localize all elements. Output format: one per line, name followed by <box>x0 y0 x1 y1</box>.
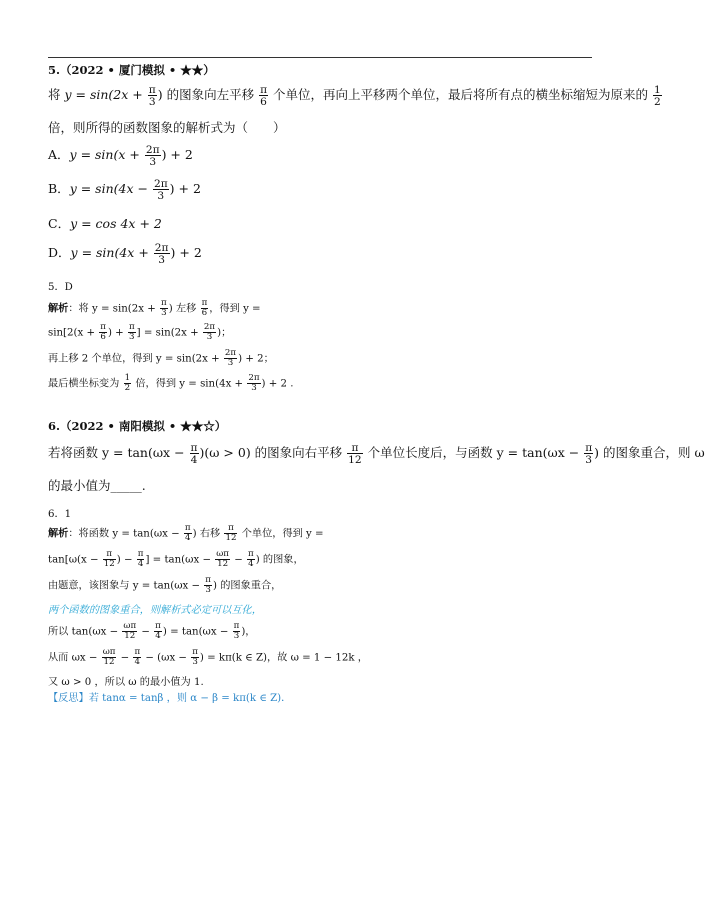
fraction <box>184 524 192 543</box>
option-c: C．y = cos 4x + 2 <box>48 216 162 231</box>
fraction-numerator: π <box>205 575 211 585</box>
answer-5-line-4: 最后横坐标变为 $\frac{1}{2}$ 倍，得到 y = sin(4x + $\frac{2\pi}{3}$ ) + 2 . <box>48 373 294 394</box>
fraction-numerator: π <box>224 524 237 534</box>
fraction <box>190 442 199 465</box>
fraction-denominator: 2 <box>654 95 661 109</box>
fraction <box>215 550 230 569</box>
fraction <box>247 550 255 569</box>
fraction-numerator: 1 <box>124 373 131 383</box>
fraction-numerator: 2π <box>248 373 260 383</box>
answer-6-number: 6．1 <box>48 509 72 520</box>
fraction <box>122 622 137 641</box>
answer-5-line-3: 再上移 2 个单位，得到 y = sin(2x + $\frac{2\pi}{3}$ ) + 2； <box>48 348 274 369</box>
fraction-numerator: π <box>190 441 198 454</box>
fraction <box>584 442 593 465</box>
fraction-numerator: π <box>100 322 106 332</box>
fraction-denominator: 3 <box>129 332 135 343</box>
fraction-denominator: 6 <box>260 95 267 109</box>
fraction-numerator: π <box>248 549 254 559</box>
fraction <box>128 323 136 342</box>
question-5-stem-line-1: 将 y = sin(2x + $\frac{\pi}{3}$ ) 的图象向左平移 $\frac{\pi}{6}$ 个单位，再向上平移两个单位，最后将所有点的横坐标缩短为原来的 $\frac{1}{2}$ <box>48 83 661 109</box>
fraction <box>154 622 162 641</box>
fraction-denominator: 3 <box>233 631 240 642</box>
fraction-numerator: π <box>155 621 161 631</box>
fraction-denominator: 12 <box>225 533 237 544</box>
fraction-numerator: 2π <box>203 322 216 332</box>
fraction-denominator: 4 <box>137 559 144 570</box>
fraction-numerator: 2π <box>154 241 169 254</box>
fraction-denominator: 3 <box>161 308 167 319</box>
fraction <box>259 84 268 107</box>
question-6-stem-line-2: 的最小值为_____. <box>48 478 146 493</box>
fraction <box>145 144 161 167</box>
fraction-denominator: 12 <box>348 453 362 467</box>
fraction-numerator: ωπ <box>123 621 137 631</box>
fraction-denominator: 3 <box>585 453 593 467</box>
fraction-denominator: 2 <box>124 383 131 394</box>
fraction <box>160 299 168 318</box>
answer-6-line-5: 所以 tan(ωx − $\frac{\omega\pi}{12}$ − $\frac{\pi}{4}$ ) = tan(ωx − $\frac{\pi}{3}$ )， <box>48 621 256 642</box>
fraction-numerator: π <box>103 550 116 560</box>
fraction <box>653 84 662 107</box>
fraction-numerator: π <box>192 647 198 657</box>
fraction-denominator: 12 <box>217 559 229 570</box>
fraction <box>247 374 260 393</box>
fraction-denominator: 12 <box>103 657 115 668</box>
fraction <box>224 349 237 368</box>
fraction-denominator: 4 <box>185 533 191 544</box>
fraction-numerator: ωπ <box>216 549 229 559</box>
fraction-denominator: 6 <box>100 332 106 343</box>
fraction <box>124 374 132 393</box>
fraction-numerator: 2π <box>224 348 237 358</box>
answer-6-line-1: 解析：将函数 y = tan(ωx − $\frac{\pi}{4}$ ) 右移 $\frac{\pi}{12}$ 个单位，得到 y = <box>48 523 324 544</box>
fraction-denominator: 4 <box>155 631 161 642</box>
fraction-numerator: π <box>134 647 141 657</box>
fraction-denominator: 4 <box>190 453 198 467</box>
fraction-denominator: 3 <box>157 189 165 203</box>
answer-5-number: 5．D <box>48 282 73 293</box>
fraction <box>203 323 216 342</box>
fraction <box>201 299 209 318</box>
fraction <box>103 550 116 569</box>
fraction-denominator: 3 <box>205 585 211 596</box>
fraction <box>191 648 199 667</box>
fraction-denominator: 4 <box>134 657 141 668</box>
fraction <box>148 84 157 107</box>
fraction <box>224 524 237 543</box>
fraction-numerator: 1 <box>654 83 661 96</box>
fraction-numerator: π <box>161 298 167 308</box>
fraction-denominator: 3 <box>148 95 156 109</box>
fraction-numerator: ωπ <box>102 647 116 657</box>
answer-6-line-6: 从而 ωx − $\frac{\omega\pi}{12}$ − $\frac{\pi}{4}$ − (ωx − $\frac{\pi}{3}$ ) = kπ(k ∈ Z)，故 ω = 1 − 12k ， <box>48 647 368 668</box>
fraction <box>137 550 145 569</box>
option-a: A．y = sin(x + $\frac{2\pi}{3}$ ) + 2 <box>48 143 193 169</box>
fraction-numerator: π <box>148 83 156 96</box>
fraction <box>153 178 169 201</box>
fraction-numerator: π <box>233 621 240 631</box>
fraction-denominator: 3 <box>149 155 157 169</box>
fraction-numerator: π <box>585 441 593 454</box>
answer-6-note: 两个函数的图象重合，则解析式必定可以互化， <box>48 605 262 616</box>
question-5-stem-line-2: 倍，则所得的函数图象的解析式为（ ） <box>48 120 286 135</box>
fraction-numerator: π <box>201 298 208 308</box>
fraction-numerator: π <box>184 523 191 533</box>
answer-6-reflection: 【反思】若 tanα = tanβ ，则 α − β = kπ(k ∈ Z)． <box>48 693 292 704</box>
fraction-numerator: π <box>347 442 363 454</box>
fraction-denominator: 3 <box>251 383 257 394</box>
fraction-denominator: 3 <box>158 253 166 267</box>
fraction-denominator: 12 <box>124 631 136 642</box>
answer-6-line-3: 由题意，该图象与 y = tan(ωx − $\frac{\pi}{3}$ ) 的图象重合， <box>48 575 282 596</box>
fraction <box>154 242 170 265</box>
fraction-numerator: 2π <box>153 177 168 190</box>
fraction <box>99 323 107 342</box>
fraction-numerator: π <box>137 549 144 559</box>
option-d: D．y = sin(4x + $\frac{2\pi}{3}$ ) + 2 <box>48 241 202 267</box>
fraction-denominator: 6 <box>201 308 208 319</box>
answer-5-line-2: sin[2(x + $\frac{\pi}{6}$ ) + $\frac{\pi}{3}$ ] = sin(2x + $\frac{2\pi}{3}$ )； <box>48 322 232 343</box>
option-b: B．y = sin(4x − $\frac{2\pi}{3}$ ) + 2 <box>48 177 201 203</box>
fraction-numerator: π <box>128 322 135 332</box>
answer-6-line-2: tan[ω(x − $\frac{\pi}{12}$ ) − $\frac{\pi}{4}$ ] = tan(ωx − $\frac{\omega\pi}{12}$ − $\frac{\pi}{4}$ ) 的图象， <box>48 549 304 570</box>
question-5-header: 5.（2022 • 厦门模拟 • ★★） <box>48 63 215 77</box>
answer-5-line-1: 解析：将 y = sin(2x + $\frac{\pi}{3}$ ) 左移 $\frac{\pi}{6}$ ，得到 y = <box>48 298 261 319</box>
question-6-stem-line-1: 若将函数 y = tan(ωx − $\frac{\pi}{4}$ )(ω > 0) 的图象向右平移 $\frac{\pi}{12}$ 个单位长度后，与函数 y = tan(ωx − $\frac{\pi}{3}$ ) 的图象重合，则 ω <box>48 441 705 467</box>
fraction-denominator: 3 <box>227 358 234 369</box>
top-rule <box>48 57 592 58</box>
fraction-denominator: 3 <box>206 332 213 343</box>
fraction-denominator: 12 <box>103 559 115 570</box>
fraction <box>347 442 363 465</box>
fraction <box>204 576 212 595</box>
question-6-header: 6.（2022 • 南阳模拟 • ★★☆） <box>48 419 227 433</box>
fraction <box>133 648 141 667</box>
fraction-numerator: π <box>260 83 268 96</box>
fraction <box>102 648 117 667</box>
fraction-denominator: 4 <box>248 559 254 570</box>
answer-6-line-7: 又 ω > 0 ，所以 ω 的最小值为 1. <box>48 677 204 688</box>
fraction-numerator: 2π <box>145 143 160 156</box>
fraction-denominator: 3 <box>192 657 198 668</box>
fraction <box>233 622 241 641</box>
